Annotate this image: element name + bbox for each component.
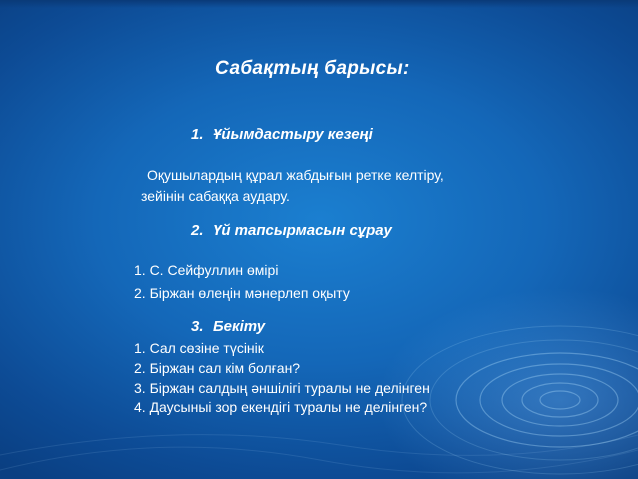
section-line: Оқушылардың құрал жабдығын ретке келтіру, xyxy=(147,167,444,183)
list-item: 1. Сал сөзіне түсінік xyxy=(134,340,264,356)
section-heading-homework xyxy=(191,222,392,239)
list-item: 2. Біржан өлеңін мәнерлеп оқыту xyxy=(134,285,350,301)
list-item: 1. С. Сейфуллин өмірі xyxy=(134,262,279,278)
list-item: 2. Біржан сал кім болған? xyxy=(134,360,301,376)
slide-title: Сабақтың барысы: xyxy=(215,58,410,79)
section-heading-reinforcement xyxy=(191,318,265,335)
section-number: 1. xyxy=(191,126,204,143)
section-number: 3. xyxy=(191,318,204,335)
section-heading-text: Ұйымдастыру кезеңі xyxy=(213,126,373,143)
section-line: зейінін сабаққа аудару. xyxy=(141,188,290,204)
section-number: 2. xyxy=(191,222,204,239)
section-heading-text: Үй тапсырмасын сұрау xyxy=(213,222,392,239)
section-heading-organization xyxy=(191,126,373,143)
list-item: 4. Даусыныі зор екендігі туралы не делінген? xyxy=(134,399,428,415)
section-heading-text: Бекіту xyxy=(213,318,266,335)
list-item: 3. Біржан салдың әншілігі туралы не делінген xyxy=(134,380,430,396)
